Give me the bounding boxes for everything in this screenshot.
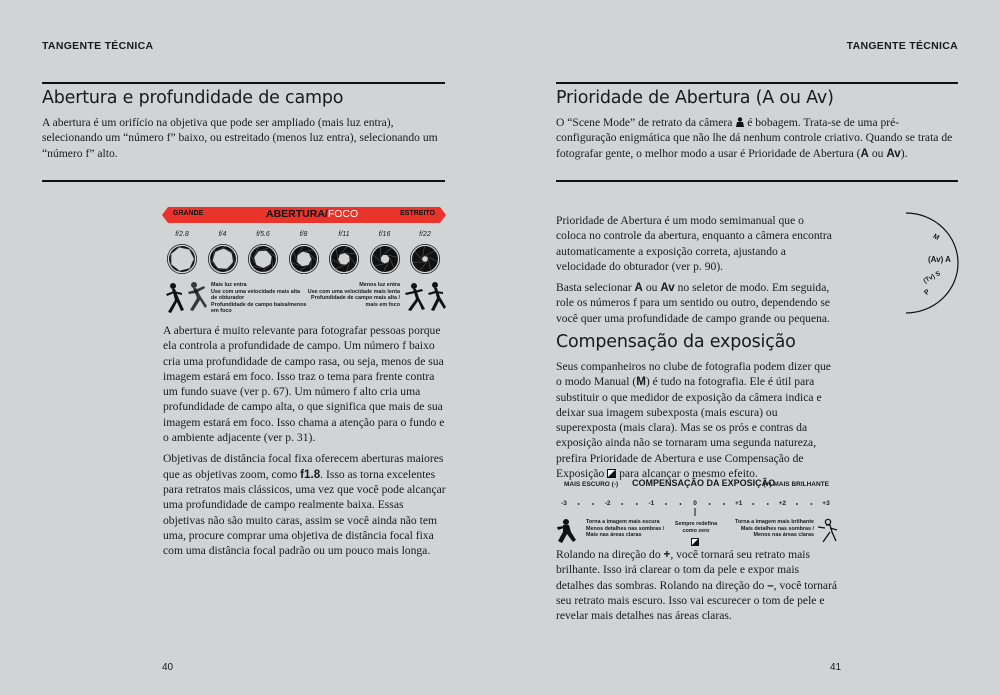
right-section-title: Prioridade de Abertura (A ou Av) [556,88,834,108]
right-bottom-rule [556,180,958,182]
right-top-rule [556,82,958,84]
exposure-comp-title: Compensação da exposição [556,332,796,352]
fstop-label: f/5.6 [256,231,270,238]
sharp-dancers-icon [402,280,446,316]
banner-label-estreito: ESTREITO [400,210,435,217]
scale-minor-dot [811,503,813,505]
scale-minor-dot [621,503,623,505]
right-body-1 [556,213,834,332]
scale-minor-dot [680,503,682,505]
scale-minor-dot [709,503,711,505]
right-paragraph-1: Prioridade de Abertura é um modo semimanual que o coloca no controle da abertura, enquanto a câmera encontra automaticamente a exposição correta, ajustando a velocidade do obturador (ver p. 90). [556,214,832,273]
scale-tick-label: +3 [822,500,830,507]
right-p4-a: Rolando na direção do [556,548,664,561]
dial-label-p: P [923,288,932,297]
right-p2-A: A [634,281,643,295]
note-large-aperture: Mais luz entra Use com uma velocidade mais alta de obturador Profundidade de campo baixa/menos em foco [211,282,307,315]
left-p2-bold: f1.8 [300,467,321,481]
scale-minor-dot [752,503,754,505]
banner-label-grande: GRANDE [173,210,204,217]
right-intro-ou: ou [868,146,887,160]
scale-minor-dot [592,503,594,505]
right-p2-ou: ou [642,281,661,295]
left-p2-text-b: . Isso as torna excelentes para retratos mais clássicos, uma vez que você pode alcançar uma profundidade de campo realmente baixa. Essas objetivas não são muito caras, assim se você ainda não tem uma, procure comprar uma objetiva de distância focal fixa com uma distância focal padrão ou um pouco mais longa. [163,467,446,558]
right-paragraph-3 [556,359,839,481]
left-paragraph-1: A abertura é muito relevante para fotografar pessoas porque ela controla a profundidade de campo. Um número f baixo cria uma profundidade de campo rasa, ou seja, menos de sua imagem estará em foco. Isso traz o tema para frente contra um fundo suave (ver p. 67). Um número f alto cria uma profundidade de campo alta, o que significa que mais de sua imagem estará em foco. Isso chama a atenção para o fundo e o ambiente adjacente (ver p. 31). [163,324,445,445]
scale-minor-dot [665,503,667,505]
right-paragraph-2 [556,280,834,326]
scale-minor-dot [796,503,798,505]
scale-minor-dot [723,503,725,505]
right-page-number: 41 [830,662,842,673]
right-p2-a: Basta selecionar [556,281,635,295]
right-p4-b: , você tornará seu retrato mais brilhante. Isso irá clarear o tom da pele e expor mais detalhes das sombras. Rolando na direção do [556,548,811,592]
aperture-blade-icon [166,243,198,275]
right-p3-M: M [636,375,646,389]
right-intro-end: ). [900,146,908,160]
scale-tick-label: -3 [561,500,567,507]
right-intro-A: A [860,146,869,160]
scale-exposure-icon [691,538,699,546]
dial-label-av: (Av) A [928,255,951,264]
left-body [163,323,446,564]
scale-label-darker: MAIS ESCURO (-) [564,481,619,488]
scale-title: COMPENSAÇÃO DA EXPOSIÇÃO [632,478,776,488]
left-page-number: 40 [162,662,174,673]
left-p2-text-a: Objetivas de distância focal fixa oferecem aberturas maiores que as objetivas zoom, como [163,452,444,481]
fstop-label: f/4 [218,231,227,238]
right-p2-b: no seletor de modo. Em seguida, role os números f para um sentido ou outro, dependendo se você quer uma profundidade de campo grande ou pequena. [556,281,830,325]
scale-minor-dot [578,503,580,505]
right-intro-text [556,115,958,161]
left-running-header: TANGENTE TÉCNICA [42,40,154,52]
scale-minor-dot [767,503,769,505]
right-p4-plus: + [663,548,671,561]
dark-figure-icon [556,518,578,544]
note-narrow-aperture: Menos luz entra Use com uma velocidade mais lenta Profundidade de campo mais alta / mais em foco [307,282,400,308]
right-running-header: TANGENTE TÉCNICA [846,40,958,52]
right-p4-minus: – [767,578,774,592]
right-p3-c: para alcançar o mesmo efeito. [616,467,758,481]
aperture-blade-icon [207,243,239,275]
exposure-scale-diagram [556,478,839,548]
right-paragraph-4 [556,547,839,623]
fstop-label: f/22 [419,231,431,238]
fstop-label: f/11 [338,231,350,238]
scale-label-brighter: (+) MAIS BRILHANTE [763,481,829,488]
right-intro-b: é bobagem. Trata-se de uma pré-configuração enigmática que não lhe dá nenhum controle criativo. Quando se trata de fotografar gente, o melhor modo a usar é Prioridade de Abertura ( [556,116,953,160]
scale-note-brighter: Torna a imagem mais brilhante Mais detalhes nas sombras / Menos nas áreas claras [735,519,814,539]
aperture-blade-icon [328,243,360,275]
dial-label-m: M [931,233,941,242]
scale-tick-label: -1 [648,500,655,507]
blurred-dancers-icon [164,280,208,316]
fstop-label: f/8 [299,231,308,238]
right-p3-b: ) é tudo na fotografia. Ele é útil para substituir o que medidor de exposição da câmera indica e deixar sua imagem subexposta (mais escura) ou superexposta (mais clara). Mas se os prós e contras da exposição ainda não se tornaram uma segunda natureza, prefira Prioridade de Abertura e use Compensação de Exposição [556,375,822,481]
scale-tick-label: 0 [693,500,697,507]
right-p4-c: , você tornará seu retrato mais escuro. Isso vai escurecer o tom de pele e revelar mais detalhes nas áreas claras. [556,578,838,623]
right-p3-a: Seus companheiros no clube de fotografia podem dizer que o modo Manual ( [556,360,831,389]
banner-title [266,208,358,220]
left-top-rule [42,82,445,84]
left-intro-text: A abertura é um orifício na objetiva que pode ser ampliado (mais luz entra), selecionando um “número f” baixo, ou estreitado (menos luz entra), selecionando um “número f” alto. [42,116,438,160]
banner-title-light: FOCO [327,208,359,220]
aperture-blade-icon [247,243,279,275]
dial-label-tv: (Tv) S [922,270,942,285]
aperture-blade-icon [288,243,320,275]
scale-tick-label: -2 [604,500,611,507]
left-paragraph-2 [163,451,446,558]
scale-tick-label: +1 [734,500,743,507]
aperture-diagram [162,206,446,326]
portrait-mode-icon [735,117,744,127]
right-intro-Av: Av [886,146,901,160]
scale-minor-dot [636,503,638,505]
fstop-label: f/2.8 [175,231,189,238]
right-intro-a: O “Scene Mode” de retrato da câmera [556,116,736,129]
banner-title-bold: ABERTURA/ [266,208,328,220]
scale-note-zero: Sempre redefina como zero [674,521,718,534]
bright-figure-icon [816,518,838,544]
exposure-comp-icon [607,469,616,478]
right-p2-Av: Av [660,281,675,295]
left-bottom-rule [42,180,445,182]
scale-note-darker: Torna a imagem mais escura Menos detalhes nas sombras / Mais nas áreas claras [586,519,665,539]
scale-tick-label: +2 [778,500,787,507]
aperture-blade-icon [409,243,441,275]
fstop-label: f/16 [378,231,391,238]
left-section-title: Abertura e profundidade de campo [42,88,344,108]
aperture-blade-icon [369,243,401,275]
